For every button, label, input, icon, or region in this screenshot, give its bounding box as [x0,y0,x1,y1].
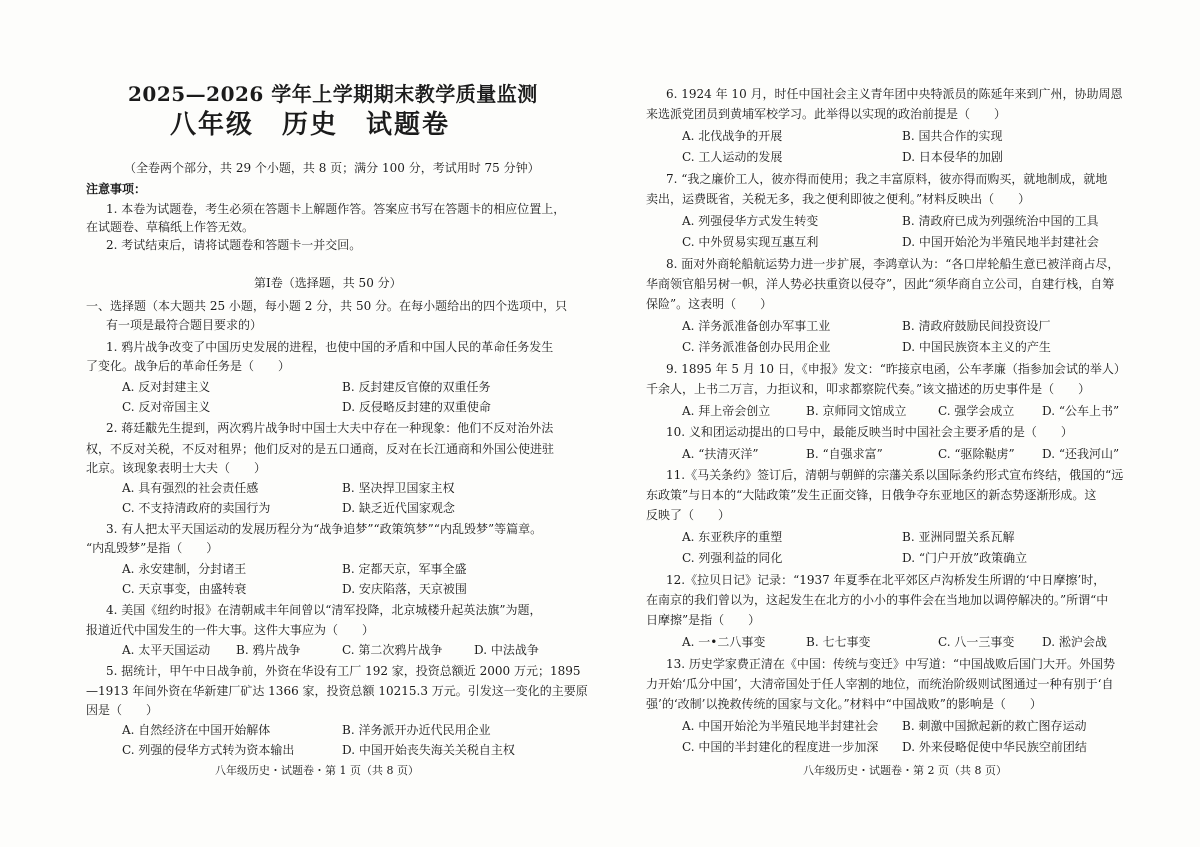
q5-option-b[interactable]: B. 洋务派开办近代民用企业 [342,723,491,737]
q8-option-b[interactable]: B. 清政府鼓励民间投资设厂 [902,319,1051,333]
note-1-line-1: 1. 本卷为试题卷，考生必须在答题卡上解题作答。答案应书写在答题卡的相应位置上， [106,202,566,216]
question-3-line-2: “内乱毁梦”是指（ ） [86,541,219,555]
q1-option-b[interactable]: B. 反封建反官僚的双重任务 [342,380,491,394]
section-intro-2: 有一项是最符合题目要求的） [106,318,263,332]
q13-option-c[interactable]: C. 中国的半封建化的程度进一步加深 [682,740,879,754]
question-9-line-1: 9. 1895 年 5 月 10 日，《申报》发文：“昨接京电函，公车孝廉（指参加会试的举人） [666,362,1126,376]
note-2: 2. 考试结束后，请将试题卷和答题卡一并交回。 [106,238,362,252]
q5-option-a[interactable]: A. 自然经济在中国开始解体 [122,723,271,737]
q12-option-c[interactable]: C. 八一三事变 [938,635,1015,649]
question-13-line-1: 13. 历史学家费正清在《中国：传统与变迁》中写道：“中国战败后国门大开。外国势 [666,657,1116,671]
notes-title: 注意事项： [86,182,147,196]
section-title: 第Ⅰ卷（选择题，共 50 分） [254,276,402,290]
q9-option-c[interactable]: C. 强学会成立 [938,404,1015,418]
question-4-line-1: 4. 美国《纽约时报》在清朝咸丰年间曾以“清军投降，北京城楼升起英法旗”为题， [106,603,542,617]
question-1-line-1: 1. 鸦片战争改变了中国历史发展的进程，也使中国的矛盾和中国人民的革命任务发生 [106,340,554,354]
section-intro-1: 一、选择题（本大题共 25 小题，每小题 2 分，共 50 分。在每小题给出的四个选项中，只 [86,299,568,313]
q1-option-d[interactable]: D. 反侵略反封建的双重使命 [342,400,491,414]
question-7-line-2: 卖出，运费既省，关税无多，我之便利即彼之便利。”材料反映出（ ） [646,192,1031,206]
question-8-line-2: 华商领官船另树一帜，洋人势必扶重资以侵夺”，因此“须华商自立公司，自建行栈，自筹 [646,277,1115,291]
exam-info: （全卷两个部分，共 29 个小题，共 8 页；满分 100 分，考试用时 75 分钟） [124,161,540,175]
q13-option-a[interactable]: A. 中国开始沦为半殖民地半封建社会 [682,719,879,733]
question-2-line-3: 北京。该现象表明士大夫（ ） [86,461,267,475]
question-9-line-2: 千余人，上书二万言，力拒议和，叩求都察院代奏。”该文描述的历史事件是（ ） [646,382,1091,396]
question-3-line-1: 3. 有人把太平天国运动的发展历程分为“战争追梦”“政策筑梦”“内乱毁梦”等篇章。 [106,522,543,536]
question-5-line-3: 因是（ ） [86,703,159,717]
page-2-footer: 八年级历史・试题卷・第 2 页（共 8 页） [803,764,1007,777]
question-1-line-2: 了变化。战争后的革命任务是（ ） [86,359,291,373]
q8-option-a[interactable]: A. 洋务派准备创办军事工业 [682,319,831,333]
question-10-line-1: 10. 义和团运动提出的口号中，最能反映当时中国社会主要矛盾的是（ ） [666,425,1073,439]
q2-option-d[interactable]: D. 缺乏近代国家观念 [342,501,455,515]
question-5-line-2: —1913 年间外资在华新建厂矿达 1366 家，投资总额 10215.3 万元。引发这一变化的主要原 [86,684,588,698]
q12-option-a[interactable]: A. 一•二八事变 [682,635,766,649]
question-2-line-2: 权，不反对关税，不反对租界；他们反对的是五口通商，反对在长江通商和外国公使进驻 [86,442,555,456]
q4-option-c[interactable]: C. 第二次鸦片战争 [342,643,443,657]
q4-option-d[interactable]: D. 中法战争 [474,643,539,657]
question-11-line-2: 东政策”与日本的“大陆政策”发生正面交锋，日俄争夺东亚地区的新态势逐渐形成。这 [646,488,1097,502]
q11-option-d[interactable]: D. “门户开放”政策确立 [902,551,1028,565]
q10-option-c[interactable]: C. “驱除鞑虏” [938,447,1015,461]
q7-option-c[interactable]: C. 中外贸易实现互惠互利 [682,235,819,249]
q6-option-c[interactable]: C. 工人运动的发展 [682,150,783,164]
page-2 [600,0,1200,847]
q3-option-c[interactable]: C. 天京事变，由盛转衰 [122,582,247,596]
q1-option-a[interactable]: A. 反对封建主义 [122,380,211,394]
question-8-line-3: 保险”。这表明（ ） [646,297,773,311]
q9-option-a[interactable]: A. 拜上帝会创立 [682,404,771,418]
q10-option-b[interactable]: B. “自强求富” [806,447,883,461]
q11-option-b[interactable]: B. 亚洲同盟关系瓦解 [902,530,1015,544]
question-4-line-2: 报道近代中国发生的一件大事。这件大事应为（ ） [86,623,375,637]
q13-option-d[interactable]: D. 外来侵略促使中华民族空前团结 [902,740,1087,754]
q8-option-c[interactable]: C. 洋务派准备创办民用企业 [682,340,831,354]
q6-option-d[interactable]: D. 日本侵华的加剧 [902,150,1003,164]
q4-option-a[interactable]: A. 太平天国运动 [122,643,211,657]
question-6-line-1: 6. 1924 年 10 月，时任中国社会主义青年团中央特派员的陈延年来到广州，协助周恩 [666,87,1123,101]
exam-title: 2025—2026 学年上学期期末教学质量监测 [128,82,538,106]
q8-option-d[interactable]: D. 中国民族资本主义的产生 [902,340,1051,354]
question-13-line-2: 力开始‘瓜分中国’，大清帝国处于任人宰割的地位，而统治阶级则试图通过一种有别于‘自 [646,677,1114,691]
q1-option-c[interactable]: C. 反对帝国主义 [122,400,211,414]
question-11-line-1: 11.《马关条约》签订后，清朝与朝鲜的宗藩关系以国际条约形式宣布终结，俄国的“远 [666,468,1124,482]
question-12-line-1: 12.《拉贝日记》记录：“1937 年夏季在北平郊区卢沟桥发生所谓的‘中日摩擦’时， [666,573,1106,587]
q3-option-d[interactable]: D. 安庆陷落，天京被围 [342,582,467,596]
q5-option-c[interactable]: C. 列强的侵华方式转为资本输出 [122,743,295,757]
question-12-line-3: 日摩擦”是指（ ） [646,613,761,627]
q9-option-d[interactable]: D. “公车上书” [1042,404,1120,418]
q10-option-a[interactable]: A. “扶清灭洋” [682,447,759,461]
q12-option-b[interactable]: B. 七七事变 [806,635,871,649]
q11-option-a[interactable]: A. 东亚秩序的重塑 [682,530,783,544]
q6-option-b[interactable]: B. 国共合作的实现 [902,129,1003,143]
question-5-line-1: 5. 据统计，甲午中日战争前，外资在华设有工厂 192 家，投资总额近 2000 万元；1895 [106,664,581,678]
q9-option-b[interactable]: B. 京师同文馆成立 [806,404,907,418]
q6-option-a[interactable]: A. 北伐战争的开展 [682,129,783,143]
exam-subtitle: 八年级 历史 试题卷 [170,110,451,140]
q3-option-a[interactable]: A. 永安建制，分封诸王 [122,562,247,576]
q2-option-b[interactable]: B. 坚决捍卫国家主权 [342,481,455,495]
page-1-footer: 八年级历史・试题卷・第 1 页（共 8 页） [215,764,419,777]
question-8-line-1: 8. 面对外商轮船航运势力进一步扩展，李鸿章认为：“各口岸轮船生意已被洋商占尽， [666,257,1120,271]
q2-option-c[interactable]: C. 不支持清政府的卖国行为 [122,501,271,515]
q7-option-a[interactable]: A. 列强侵华方式发生转变 [682,214,819,228]
q11-option-c[interactable]: C. 列强利益的同化 [682,551,783,565]
q5-option-d[interactable]: D. 中国开始丧失海关关税自主权 [342,743,515,757]
q7-option-b[interactable]: B. 清政府已成为列强统治中国的工具 [902,214,1099,228]
q2-option-a[interactable]: A. 具有强烈的社会责任感 [122,481,259,495]
q3-option-b[interactable]: B. 定都天京，军事全盛 [342,562,467,576]
question-12-line-2: 在南京的我们曾以为，这起发生在北方的小小的事件会在当地加以调停解决的。”所谓“中 [646,593,1109,607]
q4-option-b[interactable]: B. 鸦片战争 [236,643,301,657]
q12-option-d[interactable]: D. 淞沪会战 [1042,635,1107,649]
question-2-line-1: 2. 蒋廷黻先生提到，两次鸦片战争时中国士大夫中存在一种现象：他们不反对治外法 [106,421,554,435]
question-6-line-2: 来选派党团员到黄埔军校学习。此举得以实现的政治前提是（ ） [646,107,1007,121]
question-7-line-1: 7. “我之廉价工人，彼亦得而使用；我之丰富原料，彼亦得而购买，就地制成，就地 [666,172,1108,186]
note-1-line-2: 在试题卷、草稿纸上作答无效。 [86,220,255,234]
question-11-line-3: 反映了（ ） [646,508,731,522]
q10-option-d[interactable]: D. “还我河山” [1042,447,1120,461]
question-13-line-3: 强’的‘改制’以挽救传统的国家与文化。”材料中“中国战败”的影响是（ ） [646,697,1042,711]
q7-option-d[interactable]: D. 中国开始沦为半殖民地半封建社会 [902,235,1099,249]
q13-option-b[interactable]: B. 刺激中国掀起新的救亡图存运动 [902,719,1087,733]
